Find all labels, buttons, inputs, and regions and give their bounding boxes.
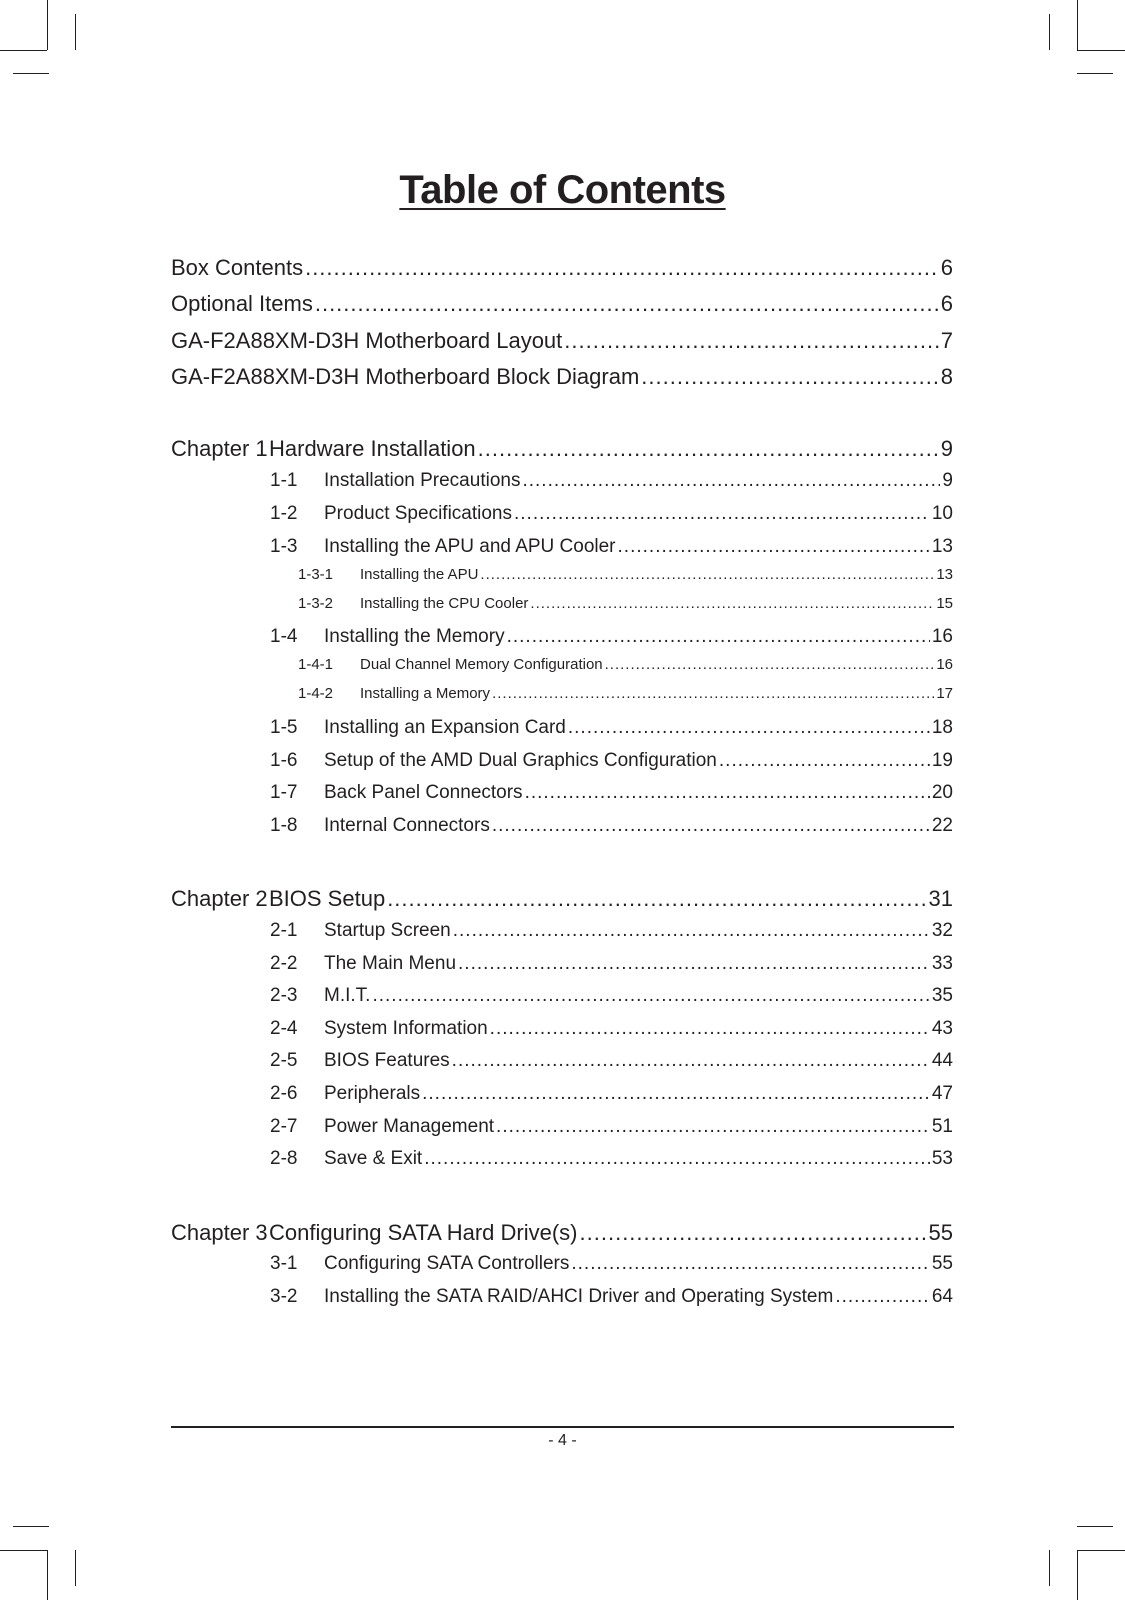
toc-entry[interactable] — [270, 536, 953, 558]
toc-entry-page: 16 — [931, 626, 953, 647]
toc-entry-label: M.I.T. — [324, 985, 371, 1006]
toc-entry-page: 51 — [931, 1116, 953, 1137]
dot-leader — [564, 328, 938, 354]
crop-mark — [1049, 1550, 1050, 1586]
toc-entry-page: 9 — [942, 470, 953, 491]
toc-entry-label: GA-F2A88XM-D3H Motherboard Block Diagram — [171, 364, 640, 389]
toc-entry-page: 10 — [931, 503, 953, 524]
dot-leader — [496, 1116, 930, 1138]
crop-mark — [1077, 50, 1125, 51]
toc-entry[interactable] — [270, 470, 953, 492]
toc-entry[interactable] — [171, 436, 953, 462]
toc-entry-number: 1-2 — [270, 503, 298, 524]
toc-entry[interactable] — [270, 626, 953, 648]
crop-mark — [1077, 1526, 1113, 1527]
toc-entry-number: 1-4-2 — [298, 685, 334, 702]
dot-leader — [315, 291, 939, 317]
toc-entry-label: BIOS Setup — [269, 886, 386, 911]
page-number: - 4 - — [548, 1432, 577, 1449]
toc-entry-number: Chapter 1 — [171, 436, 268, 461]
dot-leader — [641, 364, 938, 390]
toc-entry-label: Setup of the AMD Dual Graphics Configuration — [324, 750, 717, 771]
toc-entry-page: 43 — [931, 1018, 953, 1039]
toc-entry-page: 8 — [940, 364, 953, 389]
toc-entry-page: 9 — [940, 436, 953, 461]
toc-entry-number: 2-5 — [270, 1050, 298, 1071]
crop-mark — [1077, 1550, 1078, 1600]
toc-entry-label: Dual Channel Memory Configuration — [360, 656, 603, 673]
toc-entry-label: Back Panel Connectors — [324, 782, 523, 803]
toc-entry-label: Installing the CPU Cooler — [360, 595, 529, 612]
toc-entry-label: Optional Items — [171, 291, 313, 316]
toc-entry-number: 3-1 — [270, 1253, 298, 1274]
toc-entry-label: Box Contents — [171, 255, 304, 280]
toc-entry-label: BIOS Features — [324, 1050, 450, 1071]
toc-entry[interactable] — [270, 1018, 953, 1040]
dot-leader — [372, 985, 929, 1007]
footer-rule — [171, 1426, 954, 1428]
crop-mark — [13, 73, 49, 74]
toc-entry-label: Hardware Installation — [269, 436, 476, 461]
toc-entry-number: 2-8 — [270, 1148, 298, 1169]
crop-mark — [1049, 14, 1050, 50]
dot-leader — [618, 536, 930, 558]
dot-leader — [452, 1050, 930, 1072]
toc-entry-number: Chapter 2 — [171, 886, 268, 911]
toc-entry-label: GA-F2A88XM-D3H Motherboard Layout — [171, 328, 563, 353]
toc-entry[interactable] — [171, 328, 953, 354]
crop-mark — [1077, 73, 1113, 74]
toc-entry-number: 1-4-1 — [298, 656, 334, 673]
toc-entry-label: Peripherals — [324, 1083, 421, 1104]
dot-leader — [458, 953, 930, 975]
toc-entry-page: 33 — [931, 953, 953, 974]
toc-entry[interactable] — [171, 291, 953, 317]
dot-leader — [453, 920, 930, 942]
toc-entry-page: 55 — [931, 1253, 953, 1274]
toc-entry-label: Installing the SATA RAID/AHCI Driver and Operating System — [324, 1286, 834, 1307]
toc-entry-number: 1-3-1 — [298, 566, 334, 583]
dot-leader — [490, 1018, 930, 1040]
dot-leader — [424, 1148, 930, 1170]
toc-entry-page: 44 — [931, 1050, 953, 1071]
toc-entry[interactable] — [270, 985, 953, 1007]
toc-entry-page: 20 — [931, 782, 953, 803]
toc-entry[interactable] — [270, 815, 953, 837]
crop-mark — [75, 14, 76, 50]
dot-leader — [492, 685, 934, 702]
dot-leader — [480, 566, 934, 583]
dot-leader — [522, 470, 940, 492]
toc-entry-number: 1-8 — [270, 815, 298, 836]
toc-entry-number: 1-6 — [270, 750, 298, 771]
toc-entry-label: Save & Exit — [324, 1148, 423, 1169]
toc-entry[interactable] — [270, 953, 953, 975]
toc-entry[interactable] — [270, 1050, 953, 1072]
toc-entry[interactable] — [270, 1286, 953, 1308]
dot-leader — [571, 1253, 930, 1275]
toc-entry-page: 13 — [931, 536, 953, 557]
toc-entry-page: 32 — [931, 920, 953, 941]
toc-entry[interactable] — [171, 255, 953, 281]
toc-entry[interactable] — [298, 685, 953, 702]
toc-entry-page: 35 — [931, 985, 953, 1006]
toc-entry[interactable] — [270, 1253, 953, 1275]
toc-entry-label: Power Management — [324, 1116, 495, 1137]
toc-entry-page: 13 — [936, 566, 953, 583]
toc-entry[interactable] — [270, 717, 953, 739]
toc-entry-label: Installing an Expansion Card — [324, 717, 566, 738]
toc-entry-number: Chapter 3 — [171, 1220, 268, 1245]
toc-entry[interactable] — [270, 1116, 953, 1138]
toc-entry[interactable] — [298, 566, 953, 583]
toc-entry-page: 64 — [931, 1286, 953, 1307]
toc-entry-page: 55 — [928, 1220, 953, 1245]
toc-entry-label: Installing the Memory — [324, 626, 505, 647]
crop-mark — [47, 0, 48, 50]
crop-mark — [13, 1526, 49, 1527]
dot-leader — [478, 436, 939, 462]
toc-entry[interactable] — [171, 364, 953, 390]
toc-entry[interactable] — [270, 1083, 953, 1105]
toc-entry-label: System Information — [324, 1018, 488, 1039]
crop-mark — [47, 1550, 48, 1600]
toc-entry-number: 2-6 — [270, 1083, 298, 1104]
toc-entry-page: 6 — [940, 255, 953, 280]
dot-leader — [422, 1083, 930, 1105]
toc-entry[interactable] — [298, 656, 953, 673]
crop-mark — [0, 1550, 47, 1551]
toc-entry-number: 1-3-2 — [298, 595, 334, 612]
toc-entry[interactable] — [171, 1220, 953, 1246]
dot-leader — [387, 886, 926, 912]
dot-leader — [492, 815, 930, 837]
page-title — [0, 168, 1125, 213]
toc-entry-page: 7 — [940, 328, 953, 353]
toc-entry-page: 18 — [931, 717, 953, 738]
dot-leader — [605, 656, 935, 673]
dot-leader — [835, 1286, 930, 1308]
toc-entry-label: Configuring SATA Controllers — [324, 1253, 570, 1274]
toc-entry-number: 3-2 — [270, 1286, 298, 1307]
toc-entry-label: Startup Screen — [324, 920, 451, 941]
toc-entry-label: Installing the APU — [360, 566, 479, 583]
toc-entry-page: 15 — [936, 595, 953, 612]
toc-entry[interactable] — [298, 595, 953, 612]
page-title-text: Table of Contents — [399, 168, 726, 212]
toc-entry-label: Internal Connectors — [324, 815, 490, 836]
toc-entry-number: 2-1 — [270, 920, 298, 941]
toc-entry-number: 1-7 — [270, 782, 298, 803]
toc-entry-page: 6 — [940, 291, 953, 316]
toc-entry-label: Configuring SATA Hard Drive(s) — [269, 1220, 578, 1245]
toc-entry[interactable] — [270, 750, 953, 772]
toc-entry-number: 1-4 — [270, 626, 298, 647]
toc-entry-page: 17 — [936, 685, 953, 702]
dot-leader — [507, 626, 930, 648]
toc-entry-page: 16 — [936, 656, 953, 673]
toc-entry-number: 2-3 — [270, 985, 298, 1006]
toc-entry-label: The Main Menu — [324, 953, 457, 974]
toc-entry-label: Product Specifications — [324, 503, 512, 524]
dot-leader — [719, 750, 930, 772]
toc-entry[interactable] — [270, 1148, 953, 1170]
toc-entry-number: 1-1 — [270, 470, 298, 491]
crop-mark — [0, 50, 47, 51]
toc-entry-number: 2-2 — [270, 953, 298, 974]
toc-entry-number: 1-3 — [270, 536, 298, 557]
toc-entry-page: 47 — [931, 1083, 953, 1104]
dot-leader — [525, 782, 930, 804]
toc-entry-page: 22 — [931, 815, 953, 836]
toc-entry[interactable] — [270, 920, 953, 942]
toc-entry-page: 19 — [931, 750, 953, 771]
toc-entry[interactable] — [171, 886, 953, 912]
toc-entry-number: 2-4 — [270, 1018, 298, 1039]
toc-entry-number: 1-5 — [270, 717, 298, 738]
dot-leader — [530, 595, 934, 612]
toc-entry[interactable] — [270, 782, 953, 804]
crop-mark — [1077, 0, 1078, 50]
toc-entry-number: 2-7 — [270, 1116, 298, 1137]
dot-leader — [514, 503, 930, 525]
toc-entry-label: Installation Precautions — [324, 470, 521, 491]
dot-leader — [305, 255, 939, 281]
dot-leader — [568, 717, 930, 739]
toc-entry-label: Installing a Memory — [360, 685, 491, 702]
toc-entry[interactable] — [270, 503, 953, 525]
crop-mark — [1077, 1550, 1125, 1551]
toc-entry-page: 31 — [928, 886, 953, 911]
toc-entry-page: 53 — [931, 1148, 953, 1169]
toc-entry-label: Installing the APU and APU Cooler — [324, 536, 616, 557]
dot-leader — [580, 1220, 927, 1246]
crop-mark — [75, 1550, 76, 1586]
